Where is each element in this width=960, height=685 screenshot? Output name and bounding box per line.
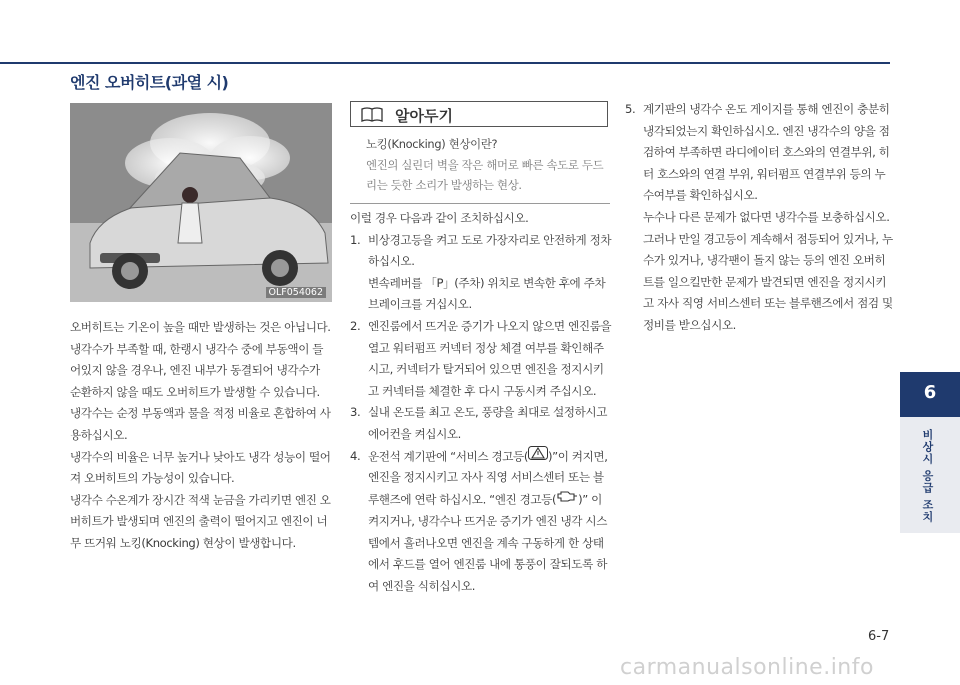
service-warning-icon: [528, 446, 548, 468]
steps-intro: 이럴 경우 다음과 같이 조치하십시오.: [350, 211, 529, 225]
step-text: 계기판의 냉각수 온도 게이지를 통해 엔진이 충분히 냉각되었는지 확인하십시오. 엔진 냉각수의 양을 점검하여 부족하면 라디에이터 호스와의 연결부위, 히터 호스와의 연결 부위, 워터펌프 연결부위 등의 누수여부를 확인하십시오.: [643, 102, 890, 203]
chapter-tab-text: [897, 418, 957, 534]
step-number: 1.: [350, 232, 361, 247]
engine-overheat-photo: [70, 103, 332, 302]
step-extra: 변속레버를 「P」(주차) 위치로 변속한 후에 주차 브레이크를 거십시오.: [368, 275, 606, 312]
step-text-part: )” 이 켜지거나, 냉각수나 뜨거운 증기가 엔진 냉각 시스템에서 흘러나오면 엔진을 계속 구동하게 한 상태에서 후드를 열어 엔진룸 내에 통풍이 잘되도록 하여 엔진을 식히십시오.: [368, 492, 607, 593]
info-answer: 엔진의 실린더 벽을 작은 해머로 빠른 속도로 두드리는 듯한 소리가 발생하는 현상.: [366, 157, 604, 192]
chapter-label: 비상시 응급 조치: [921, 429, 934, 523]
intro-text: [70, 317, 332, 555]
step-extra: 누수나 다른 문제가 없다면 냉각수를 보충하십시오. 그러나 만일 경고등이 계속해서 점등되어 있거나, 누수가 있거나, 냉각팬이 돌지 않는 등의 엔진 오버히트를 일으킬만한 문제가 발견되면 엔진을 정지시키고 자사 직영 서비스센터 또는 블루핸즈에서 점검 및 정비를 받으십시오.: [643, 209, 893, 332]
step-text: 비상경고등을 켜고 도로 가장자리로 안전하게 정차하십시오.: [368, 232, 612, 269]
step-text: 실내 온도를 최고 온도, 풍량을 최대로 설정하시고 에어컨을 켜십시오.: [368, 405, 607, 441]
intro-paragraph: 오버히트는 기온이 높을 때만 발생하는 것은 아닙니다. 냉각수가 부족할 때, 한랭시 냉각수 중에 부동액이 들어있지 않을 경우나, 엔진 내부가 동결되어 냉각수가 순환하지 않을 때도 오버히트가 발생할 수 있습니다.: [70, 320, 331, 399]
step-item: [350, 446, 612, 598]
page-number: 6-7: [868, 629, 890, 644]
chapter-number: 6: [923, 382, 937, 403]
step-text-part: )”이 켜지면, 엔진을 정지시키고 자사 직영 서비스센터 또는 블루핸즈에 연락 하십시오. “엔진 경고등(: [368, 448, 608, 507]
step-item: [350, 316, 612, 402]
chapter-tab: [900, 372, 960, 417]
intro-paragraph: 냉각수 수온계가 장시간 적색 눈금을 가리키면 엔진 오버히트가 발생되며 엔진의 출력이 떨어지고 엔진이 너무 뜨거워 노킹(Knocking) 현상이 발생합니다.: [70, 492, 331, 550]
step-text: 엔진룸에서 뜨거운 증기가 나오지 않으면 엔진룸을 열고 워터펌프 커넥터 정상 체결 여부를 확인해주시고, 커넥터가 탈거되어 있으면 엔진을 정지시키고 커넥터를 체결한 후 다시 구동시켜 주십시오.: [368, 318, 612, 398]
step-item: [350, 230, 612, 316]
car-steam-illustration: [70, 103, 332, 302]
step-number: 2.: [350, 318, 361, 333]
step-text: [368, 446, 612, 598]
top-rule: [0, 62, 890, 64]
step-item: [350, 402, 612, 445]
info-box-divider: [350, 203, 610, 204]
intro-paragraph: 냉각수의 비율은 너무 높거나 낮아도 냉각 성능이 떨어져 오버히트의 가능성이 있습니다.: [70, 449, 331, 486]
steps-column-1: [350, 208, 612, 597]
info-question: 노킹(Knocking) 현상이란?: [366, 137, 498, 151]
info-box-header: [350, 101, 608, 127]
step-number: 3.: [350, 405, 361, 420]
step-text-part: 운전석 계기판에 “서비스 경고등(: [368, 448, 528, 463]
step-number: 4.: [350, 448, 361, 463]
image-caption: OLF054062: [266, 287, 327, 298]
step-number: 5.: [625, 102, 636, 116]
watermark: carmanualsonline.info: [620, 655, 874, 680]
engine-warning-icon: [556, 489, 578, 511]
info-box-body: [366, 134, 610, 196]
step-item: [625, 99, 893, 337]
book-icon: [361, 107, 383, 126]
section-title: 엔진 오버히트(과열 시): [70, 73, 229, 92]
intro-paragraph: 냉각수는 순정 부동액과 물을 적정 비율로 혼합하여 사용하십시오.: [70, 406, 331, 442]
info-box-heading: 알아두기: [395, 107, 453, 125]
steps-column-2: [625, 99, 893, 337]
